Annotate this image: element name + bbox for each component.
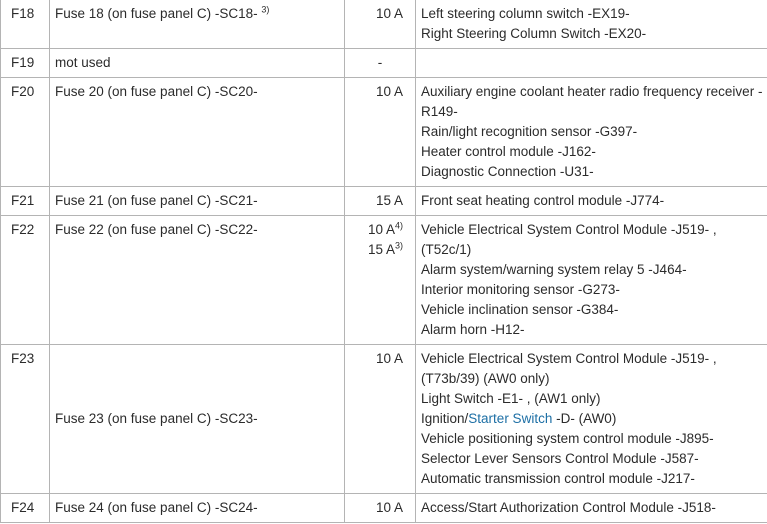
fuse-description: Fuse 23 (on fuse panel C) -SC23- bbox=[50, 345, 345, 494]
fuse-amperage: 10 $A^{4)}$ 15 $A^{3)}$ bbox=[345, 216, 416, 345]
fuse-number: F23 bbox=[1, 345, 50, 494]
fuse-components: Vehicle Electrical System Control Module -J519- , (T73b/39) (AW0 only) Light Switch -E1- , (AW1 only) Ignition/Starter Switch -D- (AW0) Vehicle positioning system control module -J895- Selector Lever Sensors Control Module -J587- Automatic transmission control module -J217- bbox=[416, 345, 767, 494]
fuse-amperage: 10 A bbox=[345, 78, 416, 187]
footnote-marker: 4) bbox=[394, 220, 403, 231]
fuse-number: F22 bbox=[1, 216, 50, 345]
fuse-description: Fuse 22 (on fuse panel C) -SC22- bbox=[50, 216, 345, 345]
fuse-components bbox=[416, 49, 767, 78]
fuse-description: Fuse 21 (on fuse panel C) -SC21- bbox=[50, 187, 345, 216]
fuse-amperage: 15 A bbox=[345, 187, 416, 216]
table-row bbox=[1, 494, 767, 523]
fuse-number: F24 bbox=[1, 494, 50, 523]
fuse-components: Vehicle Electrical System Control Module -J519- , (T52c/1) Alarm system/warning system relay 5 -J464- Interior monitoring sensor -G273- Vehicle inclination sensor -G384- Alarm horn -H12- bbox=[416, 216, 767, 345]
table-row bbox=[1, 187, 767, 216]
footnote-marker: 3) bbox=[394, 240, 403, 251]
fuse-amperage: 10 A bbox=[345, 0, 416, 49]
fuse-components: Auxiliary engine coolant heater radio frequency receiver - R149- Rain/light recognition sensor -G397- Heater control module -J162- Diagnostic Connection -U31- bbox=[416, 78, 767, 187]
fuse-description: mot used bbox=[50, 49, 345, 78]
fuse-components: Front seat heating control module -J774- bbox=[416, 187, 767, 216]
fuse-components: Access/Start Authorization Control Module -J518- bbox=[416, 494, 767, 523]
fuse-description: Fuse 24 (on fuse panel C) -SC24- bbox=[50, 494, 345, 523]
fuse-description: Fuse 20 (on fuse panel C) -SC20- bbox=[50, 78, 345, 187]
fuse-components: Left steering column switch -EX19- Right Steering Column Switch -EX20- bbox=[416, 0, 767, 49]
fuse-number: F19 bbox=[1, 49, 50, 78]
footnote-marker: 3) bbox=[261, 4, 270, 15]
fuse-number: F18 bbox=[1, 0, 50, 49]
table-row bbox=[1, 0, 767, 49]
fuse-amperage: - bbox=[345, 49, 416, 78]
table-row bbox=[1, 345, 767, 494]
fuse-amperage: 10 A bbox=[345, 345, 416, 494]
fuse-amperage: 10 A bbox=[345, 494, 416, 523]
table-row bbox=[1, 78, 767, 187]
table-row bbox=[1, 49, 767, 78]
fuse-number: F21 bbox=[1, 187, 50, 216]
table-row bbox=[1, 216, 767, 345]
starter-switch-link[interactable]: Starter Switch bbox=[468, 411, 553, 426]
fuse-description: Fuse 18 (on fuse panel C) -SC18- $^{3)}$ bbox=[50, 0, 345, 49]
fuse-number: F20 bbox=[1, 78, 50, 187]
